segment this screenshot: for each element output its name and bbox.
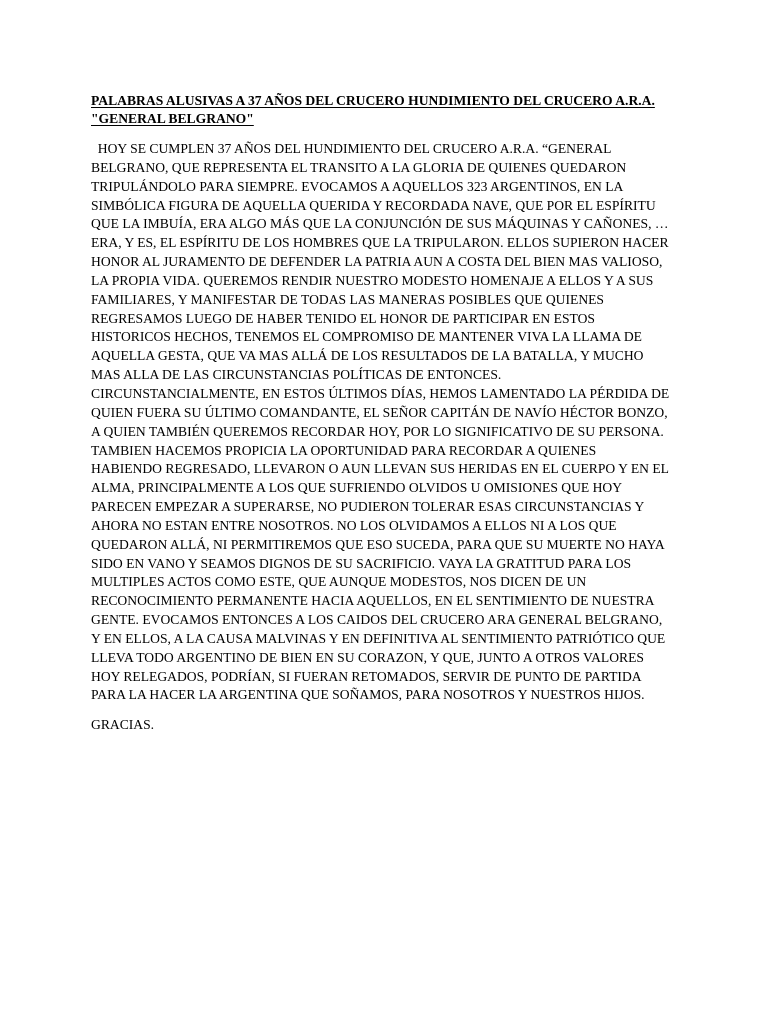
body-line: TRIPULÁNDOLO PARA SIEMPRE. EVOCAMOS A AQUELLOS 323 ARGENTINOS, EN LA [91,178,624,194]
body-line: LLEVA TODO ARGENTINO DE BIEN EN SU CORAZON, Y QUE, JUNTO A OTROS VALORES [91,649,644,665]
body-line: SIMBÓLICA FIGURA DE AQUELLA QUERIDA Y RECORDADA NAVE, QUE POR EL ESPÍRITU [91,197,656,213]
body-line: HABIENDO REGRESADO, LLEVARON O AUN LLEVAN SUS HERIDAS EN EL CUERPO Y EN EL [91,461,669,477]
body-line: HISTORICOS HECHOS, TENEMOS EL COMPROMISO DE MANTENER VIVA LA LLAMA DE [91,329,642,345]
title-line: PALABRAS ALUSIVAS A 37 AÑOS DEL CRUCERO HUNDIMIENTO DEL CRUCERO A.R.A. [91,93,655,108]
body-line: CIRCUNSTANCIALMENTE, EN ESTOS ÚLTIMOS DÍAS, HEMOS LAMENTADO LA PÉRDIDA DE [91,385,670,401]
closing-text: GRACIAS. [91,717,155,733]
body-line: HOY RELEGADOS, PODRÍAN, SI FUERAN RETOMADOS, SERVIR DE PUNTO DE PARTIDA [91,668,642,684]
body-line: SIDO EN VANO Y SEAMOS DIGNOS DE SU SACRIFICIO. VAYA LA GRATITUD PARA LOS [91,555,632,571]
document-title [91,92,691,128]
body-line: ERA, Y ES, EL ESPÍRITU DE LOS HOMBRES QUE LA TRIPULARON. ELLOS SUPIERON HACER [91,235,669,251]
body-line: MAS ALLA DE LAS CIRCUNSTANCIAS POLÍTICAS DE ENTONCES. [91,367,502,383]
body-line: TAMBIEN HACEMOS PROPICIA LA OPORTUNIDAD PARA RECORDAR A QUIENES [91,442,597,458]
document-content [91,92,691,734]
speech-paragraph [91,140,691,705]
body-line: A QUIEN TAMBIÉN QUEREMOS RECORDAR HOY, POR LO SIGNIFICATIVO DE SU PERSONA. [91,423,664,439]
body-line: FAMILIARES, Y MANIFESTAR DE TODAS LAS MANERAS POSIBLES QUE QUIENES [91,291,604,307]
body-line: AHORA NO ESTAN ENTRE NOSOTROS. NO LOS OLVIDAMOS A ELLOS NI A LOS QUE [91,517,617,533]
body-line: BELGRANO, QUE REPRESENTA EL TRANSITO A LA GLORIA DE QUIENES QUEDARON [91,159,627,175]
body-line: LA PROPIA VIDA. QUEREMOS RENDIR NUESTRO MODESTO HOMENAJE A ELLOS Y A SUS [91,272,654,288]
body-line: RECONOCIMIENTO PERMANENTE HACIA AQUELLOS, EN EL SENTIMIENTO DE NUESTRA [91,593,655,609]
body-line: HONOR AL JURAMENTO DE DEFENDER LA PATRIA AUN A COSTA DEL BIEN MAS VALIOSO, [91,254,663,270]
body-line: QUIEN FUERA SU ÚLTIMO COMANDANTE, EL SEÑOR CAPITÁN DE NAVÍO HÉCTOR BONZO, [91,404,668,420]
body-line: AQUELLA GESTA, QUE VA MAS ALLÁ DE LOS RESULTADOS DE LA BATALLA, Y MUCHO [91,348,644,364]
body-line: ALMA, PRINCIPALMENTE A LOS QUE SUFRIENDO OLVIDOS U OMISIONES QUE HOY [91,480,623,496]
body-line: QUEDARON ALLÁ, NI PERMITIREMOS QUE ESO SUCEDA, PARA QUE SU MUERTE NO HAYA [91,536,665,552]
body-line: Y EN ELLOS, A LA CAUSA MALVINAS Y EN DEFINITIVA AL SENTIMIENTO PATRIÓTICO QUE [91,630,666,646]
body-line: HOY SE CUMPLEN 37 AÑOS DEL HUNDIMIENTO DEL CRUCERO A.R.A. “GENERAL [91,141,612,156]
body-line: PARECEN EMPEZAR A SUPERARSE, NO PUDIERON TOLERAR ESAS CIRCUNSTANCIAS Y [91,499,645,515]
body-line: GENTE. EVOCAMOS ENTONCES A LOS CAIDOS DEL CRUCERO ARA GENERAL BELGRANO, [91,612,663,628]
body-line: QUE LA IMBUÍA, ERA ALGO MÁS QUE LA CONJUNCIÓN DE SUS MÁQUINAS Y CAÑONES, … [91,216,669,232]
body-line: MULTIPLES ACTOS COMO ESTE, QUE AUNQUE MODESTOS, NOS DICEN DE UN [91,574,587,590]
body-line: REGRESAMOS LUEGO DE HABER TENIDO EL HONOR DE PARTICIPAR EN ESTOS [91,310,595,326]
body-line: PARA LA HACER LA ARGENTINA QUE SOÑAMOS, PARA NOSOTROS Y NUESTROS HIJOS. [91,687,645,703]
title-line: "GENERAL BELGRANO" [91,111,254,126]
